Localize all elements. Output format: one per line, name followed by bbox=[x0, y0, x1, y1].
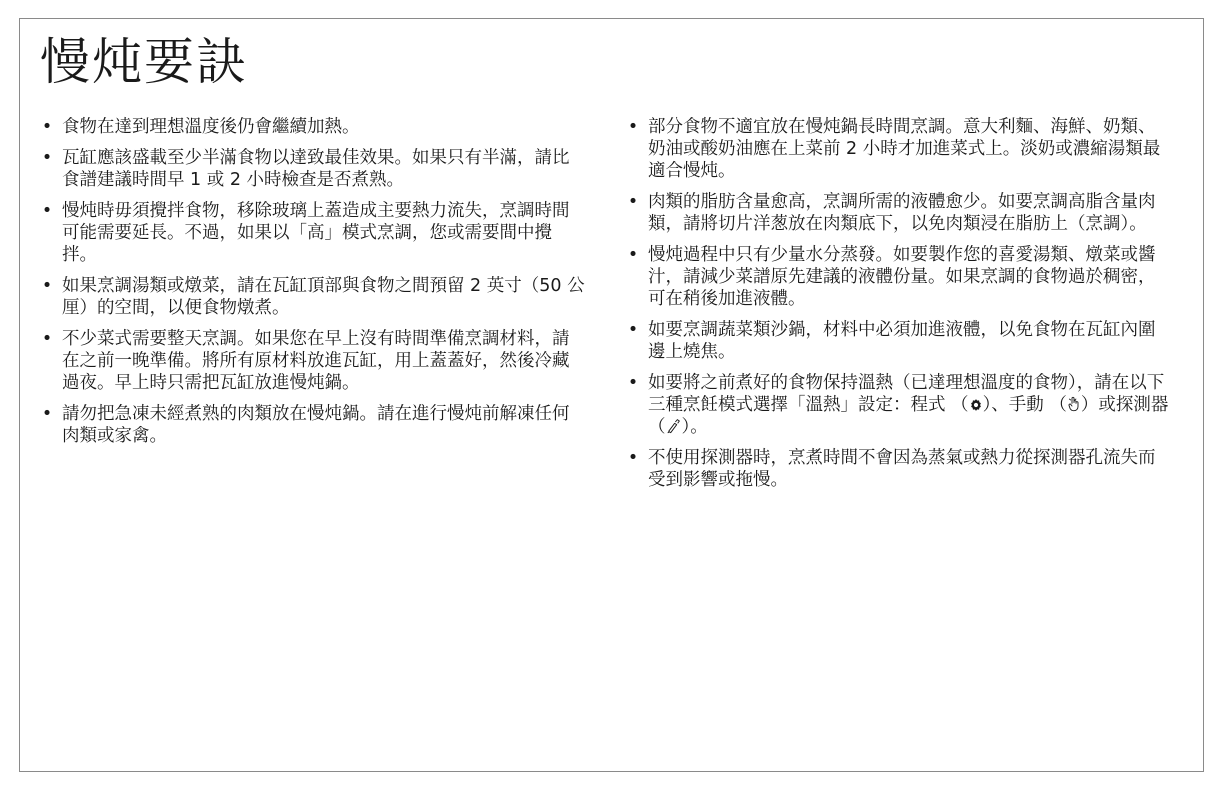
tip-text: 慢炖過程中只有少量水分蒸發。如要製作您的喜愛湯類、燉菜或醬汁，請減少菜譜原先建議的液體份量。如果烹調的食物過於稠密，可在稍後加進液體。 bbox=[648, 245, 1156, 309]
bullet: • bbox=[627, 192, 639, 212]
list-item bbox=[626, 191, 1171, 235]
bullet: • bbox=[627, 448, 639, 468]
list-item bbox=[40, 275, 585, 319]
bullet: • bbox=[41, 117, 53, 137]
list-item bbox=[40, 403, 585, 447]
list-item bbox=[626, 116, 1171, 182]
tip-text: 部分食物不適宜放在慢炖鍋長時間烹調。意大利麵、海鮮、奶類、奶油或酸奶油應在上菜前 2 小時才加進菜式上。淡奶或濃縮湯類最適合慢炖。 bbox=[648, 117, 1161, 181]
list-item bbox=[626, 372, 1171, 438]
tips-list-right bbox=[626, 116, 1171, 500]
list-item bbox=[40, 328, 585, 394]
bullet: • bbox=[41, 148, 53, 168]
list-item bbox=[40, 147, 585, 191]
tip-text-part: ）、手動 （ bbox=[982, 395, 1067, 415]
tip-text: 慢炖時毋須攪拌食物，移除玻璃上蓋造成主要熱力流失，烹調時間可能需要延長。不過，如果以「高」模式烹調，您或需要間中攪拌。 bbox=[62, 201, 570, 265]
tip-text: 如果烹調湯類或燉菜，請在瓦缸頂部與食物之間預留 2 英寸（50 公厘）的空間，以便食物燉煮。 bbox=[62, 276, 585, 318]
list-item bbox=[626, 319, 1171, 363]
tip-text: 瓦缸應該盛載至少半滿食物以達致最佳效果。如果只有半滿，請比食譜建議時間早 1 或 2 小時檢查是否煮熟。 bbox=[62, 148, 570, 190]
tip-text: 食物在達到理想溫度後仍會繼續加熱。 bbox=[62, 117, 360, 137]
tip-text: 如要將之前煮好的食物保持溫熱（已達理想溫度的食物），請在以下三種烹飪模式選擇「溫熱」設定：程式 （ bbox=[648, 373, 1165, 415]
bullet: • bbox=[627, 320, 639, 340]
bullet: • bbox=[627, 373, 639, 393]
bullet: • bbox=[627, 245, 639, 265]
bullet: • bbox=[41, 329, 53, 349]
list-item bbox=[40, 116, 585, 138]
bullet: • bbox=[41, 276, 53, 296]
tip-text: 如要烹調蔬菜類沙鍋，材料中必須加進液體，以免食物在瓦缸內圍邊上燒焦。 bbox=[648, 320, 1156, 362]
list-item bbox=[626, 447, 1171, 491]
list-item bbox=[626, 244, 1171, 310]
page-title: 慢炖要訣 bbox=[40, 33, 248, 91]
tip-text-part: ）。 bbox=[681, 417, 708, 437]
tip-text: 不少菜式需要整天烹調。如果您在早上沒有時間準備烹調材料，請在之前一晚準備。將所有原材料放進瓦缸，用上蓋蓋好，然後冷藏過夜。早上時只需把瓦缸放進慢炖鍋。 bbox=[62, 329, 570, 393]
bullet: • bbox=[627, 117, 639, 137]
tip-text: 請勿把急凍未經煮熟的肉類放在慢炖鍋。請在進行慢炖前解凍任何肉類或家禽。 bbox=[62, 404, 570, 446]
tip-text: 不使用探測器時，烹煮時間不會因為蒸氣或熱力從探測器孔流失而受到影響或拖慢。 bbox=[648, 448, 1156, 490]
bullet: • bbox=[41, 201, 53, 221]
probe-icon bbox=[666, 418, 682, 434]
hand-pointer-icon bbox=[1067, 396, 1081, 412]
list-item bbox=[40, 200, 585, 266]
tip-text-part: ）或探測器 （ bbox=[648, 395, 1169, 437]
bullet: • bbox=[41, 404, 53, 424]
gear-icon bbox=[969, 398, 983, 412]
tip-text: 肉類的脂肪含量愈高，烹調所需的液體愈少。如要烹調高脂含量肉類，請將切片洋葱放在肉類底下，以免肉類浸在脂肪上（烹調）。 bbox=[648, 192, 1156, 234]
tips-list-left bbox=[40, 116, 585, 456]
